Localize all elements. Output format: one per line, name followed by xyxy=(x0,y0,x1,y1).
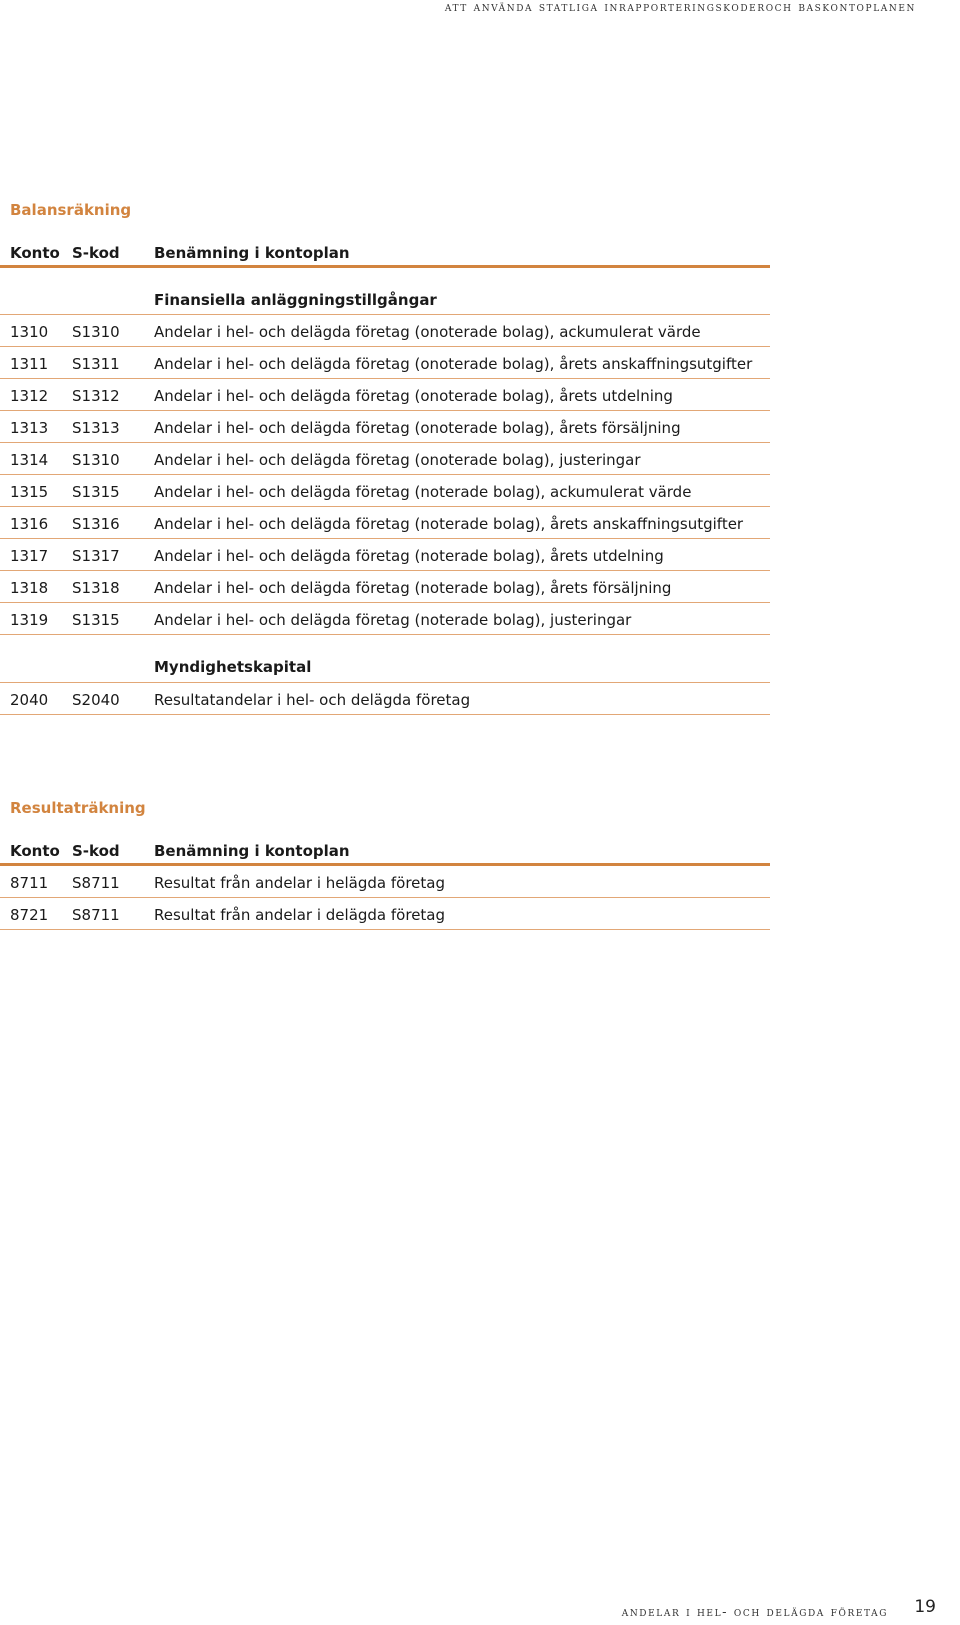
account-name: Andelar i hel- och delägda företag (noterade bolag), årets försäljning xyxy=(154,579,672,597)
s-code: S8711 xyxy=(72,874,120,892)
column-header-konto: Konto xyxy=(10,842,60,860)
account-name: Andelar i hel- och delägda företag (onoterade bolag), årets anskaffningsutgifter xyxy=(154,355,753,373)
account-name: Andelar i hel- och delägda företag (noterade bolag), ackumulerat värde xyxy=(154,483,692,501)
group-label: Finansiella anläggningstillgångar xyxy=(154,291,437,309)
s-code: S2040 xyxy=(72,691,120,709)
account-name: Resultat från andelar i helägda företag xyxy=(154,874,445,892)
column-header-benamning: Benämning i kontoplan xyxy=(154,244,350,262)
table-row xyxy=(0,379,770,411)
column-header-benamning: Benämning i kontoplan xyxy=(154,842,350,860)
s-code: S1316 xyxy=(72,515,120,533)
s-code: S1310 xyxy=(72,451,120,469)
account-number: 1312 xyxy=(10,387,49,405)
account-number: 1311 xyxy=(10,355,49,373)
table-header-row xyxy=(0,836,770,866)
table-header-row xyxy=(0,238,770,268)
group-row-financial-assets xyxy=(0,268,770,315)
account-number: 2040 xyxy=(10,691,49,709)
s-code: S1318 xyxy=(72,579,120,597)
account-name: Resultatandelar i hel- och delägda företag xyxy=(154,691,471,709)
income-statement-title: Resultaträkning xyxy=(10,799,146,817)
table-row xyxy=(0,539,770,571)
table-row xyxy=(0,603,770,635)
table-row xyxy=(0,683,770,715)
account-name: Andelar i hel- och delägda företag (onoterade bolag), justeringar xyxy=(154,451,641,469)
page-number: 19 xyxy=(914,1597,936,1617)
table-body-financial-assets xyxy=(0,315,770,635)
group-label: Myndighetskapital xyxy=(154,658,312,676)
table-row xyxy=(0,866,770,898)
s-code: S1313 xyxy=(72,419,120,437)
table-row xyxy=(0,475,770,507)
s-code: S1317 xyxy=(72,547,120,565)
account-name: Andelar i hel- och delägda företag (onoterade bolag), ackumulerat värde xyxy=(154,323,701,341)
column-header-konto: Konto xyxy=(10,244,60,262)
group-row-agency-capital xyxy=(0,635,770,683)
column-header-s-kod: S-kod xyxy=(72,244,120,262)
account-name: Andelar i hel- och delägda företag (onoterade bolag), årets försäljning xyxy=(154,419,681,437)
account-name: Andelar i hel- och delägda företag (noterade bolag), årets anskaffningsutgifter xyxy=(154,515,744,533)
table-row xyxy=(0,347,770,379)
table-row xyxy=(0,411,770,443)
account-number: 1317 xyxy=(10,547,49,565)
account-name: Andelar i hel- och delägda företag (onoterade bolag), årets utdelning xyxy=(154,387,673,405)
account-name: Andelar i hel- och delägda företag (noterade bolag), årets utdelning xyxy=(154,547,664,565)
s-code: S1312 xyxy=(72,387,120,405)
table-row xyxy=(0,571,770,603)
s-code: S1310 xyxy=(72,323,120,341)
s-code: S1315 xyxy=(72,611,120,629)
account-number: 1319 xyxy=(10,611,49,629)
balance-sheet-table xyxy=(0,238,770,715)
account-number: 1316 xyxy=(10,515,49,533)
running-header: att använda statliga inrapporteringskoderoch baskontoplanen xyxy=(444,0,916,15)
account-name: Resultat från andelar i delägda företag xyxy=(154,906,446,924)
table-body-agency-capital xyxy=(0,683,770,715)
s-code: S8711 xyxy=(72,906,120,924)
account-number: 1313 xyxy=(10,419,49,437)
table-body-income xyxy=(0,866,770,930)
account-number: 8721 xyxy=(10,906,49,924)
s-code: S1311 xyxy=(72,355,120,373)
account-number: 1315 xyxy=(10,483,49,501)
account-number: 1314 xyxy=(10,451,49,469)
s-code: S1315 xyxy=(72,483,120,501)
column-header-s-kod: S-kod xyxy=(72,842,120,860)
table-row xyxy=(0,443,770,475)
account-name: Andelar i hel- och delägda företag (noterade bolag), justeringar xyxy=(154,611,632,629)
income-statement-table xyxy=(0,836,770,930)
running-footer: andelar i hel- och delägda företag xyxy=(621,1605,888,1620)
account-number: 1318 xyxy=(10,579,49,597)
table-row xyxy=(0,898,770,930)
account-number: 1310 xyxy=(10,323,49,341)
account-number: 8711 xyxy=(10,874,49,892)
table-row xyxy=(0,315,770,347)
table-row xyxy=(0,507,770,539)
balance-sheet-title: Balansräkning xyxy=(10,201,132,219)
